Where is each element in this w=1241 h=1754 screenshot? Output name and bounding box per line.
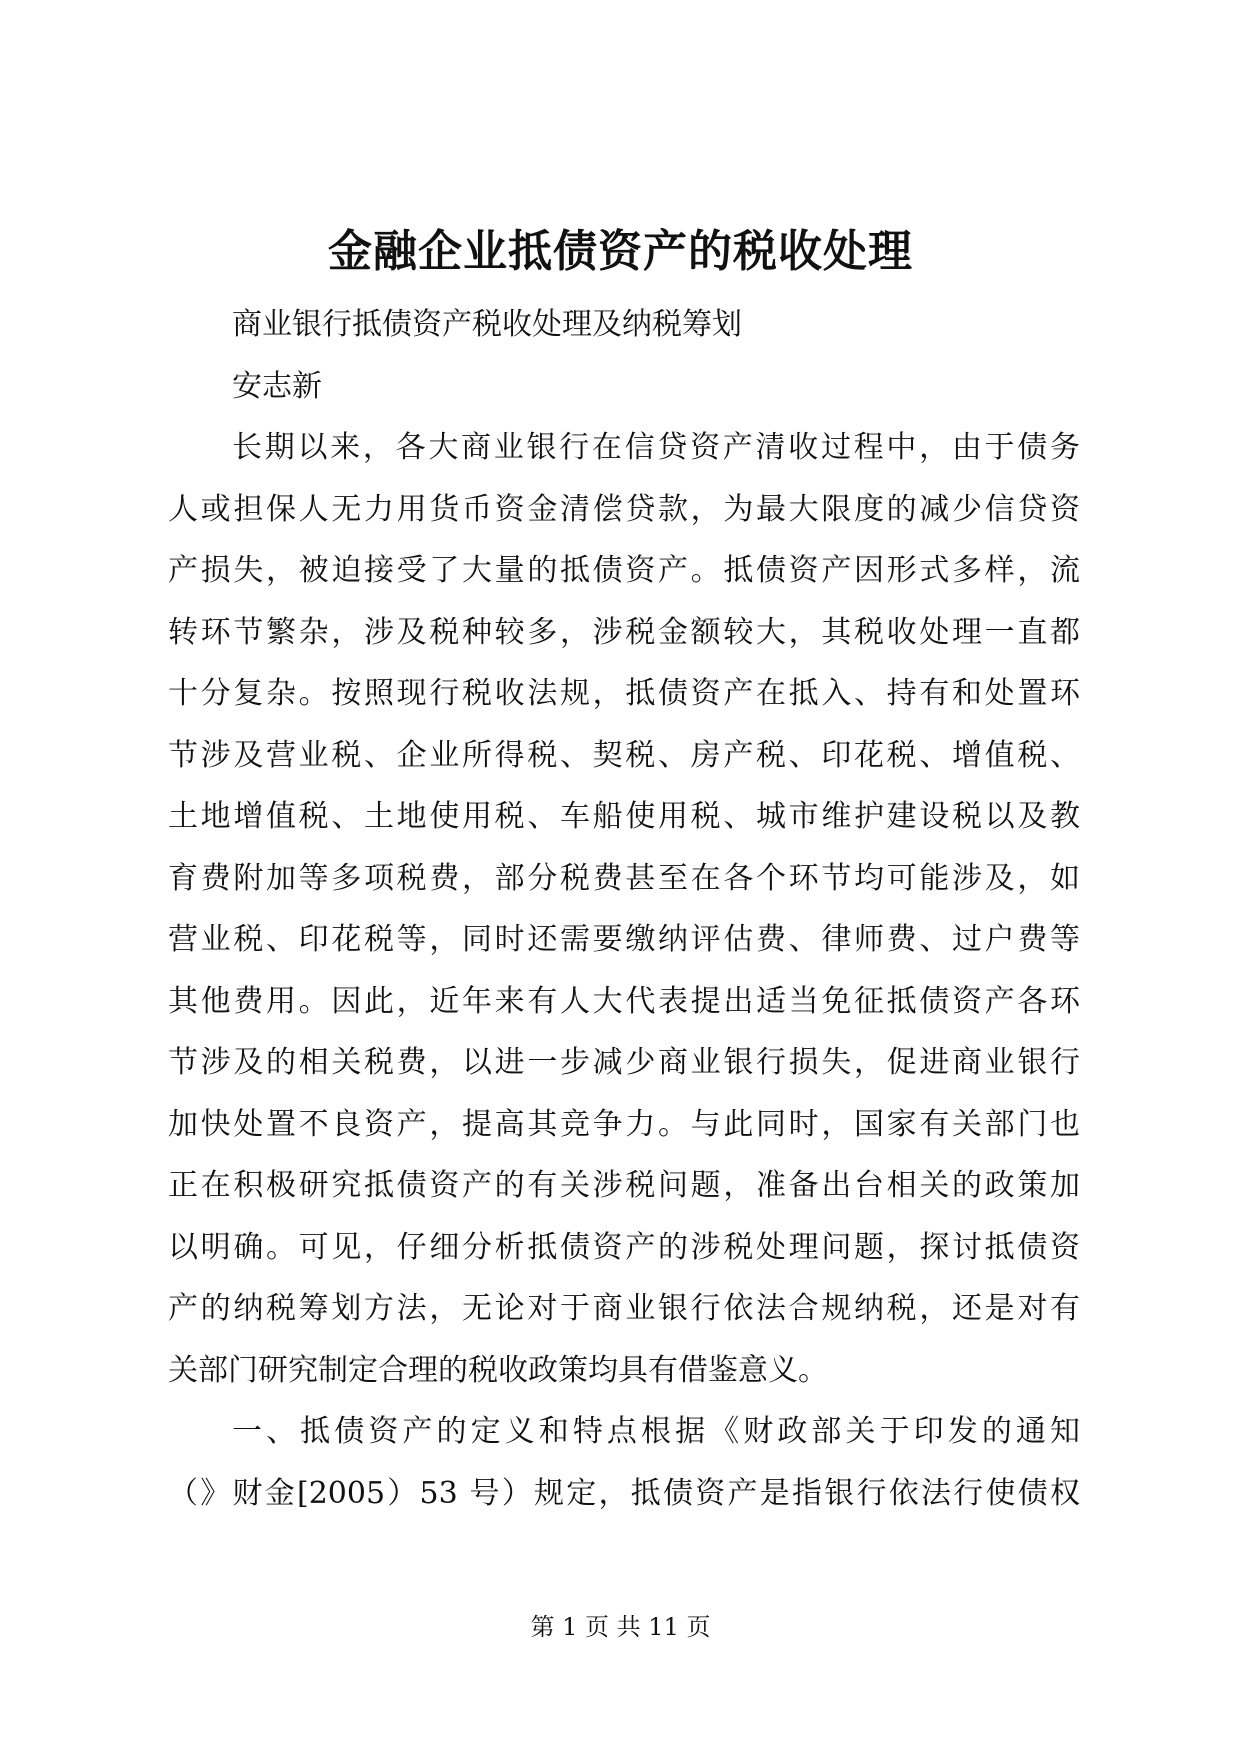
paragraph-line: 节涉及营业税、企业所得税、契税、房产税、印花税、增值税、: [168, 737, 1080, 773]
paragraph-line: 正在积极研究抵债资产的有关涉税问题，准备出台相关的政策加: [168, 1168, 1080, 1203]
paragraph-line: 人或担保人无力用货币资金清偿贷款，为最大限度的减少信贷资: [168, 491, 1080, 527]
paragraph-line: 加快处置不良资产，提高其竞争力。与此同时，国家有关部门也: [168, 1106, 1080, 1142]
paragraph-1: [168, 417, 1080, 1401]
paragraph-line: 长期以来，各大商业银行在信贷资产清收过程中，由于债务: [232, 430, 1080, 465]
paragraph-line: 以明确。可见，仔细分析抵债资产的涉税处理问题，探讨抵债资: [168, 1229, 1080, 1265]
document-subtitle: 商业银行抵债资产税收处理及纳税筹划: [232, 307, 742, 342]
document-body: [168, 294, 1080, 1524]
paragraph-line: 关部门研究制定合理的税收政策均具有借鉴意义。: [168, 1352, 828, 1388]
paragraph-line: 土地增值税、土地使用税、车船使用税、城市维护建设税以及教: [168, 799, 1080, 834]
paragraph-line: 育费附加等多项税费，部分税费甚至在各个环节均可能涉及，如: [168, 860, 1080, 896]
paragraph-line: 节涉及的相关税费，以进一步减少商业银行损失，促进商业银行: [168, 1045, 1080, 1080]
paragraph-2: [168, 1401, 1080, 1524]
document-author: 安志新: [232, 368, 322, 404]
paragraph-line: 十分复杂。按照现行税收法规，抵债资产在抵入、持有和处置环: [168, 676, 1080, 711]
paragraph-line: 转环节繁杂，涉及税种较多，涉税金额较大，其税收处理一直都: [168, 614, 1080, 650]
document-title: 金融企业抵债资产的税收处理: [328, 226, 913, 277]
paragraph-line: 一、抵债资产的定义和特点根据《财政部关于印发的通知: [232, 1414, 1080, 1449]
paragraph-line: 营业税、印花税等，同时还需要缴纳评估费、律师费、过户费等: [168, 922, 1080, 957]
paragraph-line: （》财金[2005）53 号）规定，抵债资产是指银行依法行使债权: [168, 1475, 1080, 1511]
page-number: 第 1 页 共 11 页: [530, 1613, 711, 1641]
paragraph-line: 产的纳税筹划方法，无论对于商业银行依法合规纳税，还是对有: [168, 1291, 1080, 1326]
paragraph-line: 其他费用。因此，近年来有人大代表提出适当免征抵债资产各环: [168, 983, 1080, 1019]
paragraph-line: 产损失，被迫接受了大量的抵债资产。抵债资产因形式多样，流: [168, 553, 1080, 588]
